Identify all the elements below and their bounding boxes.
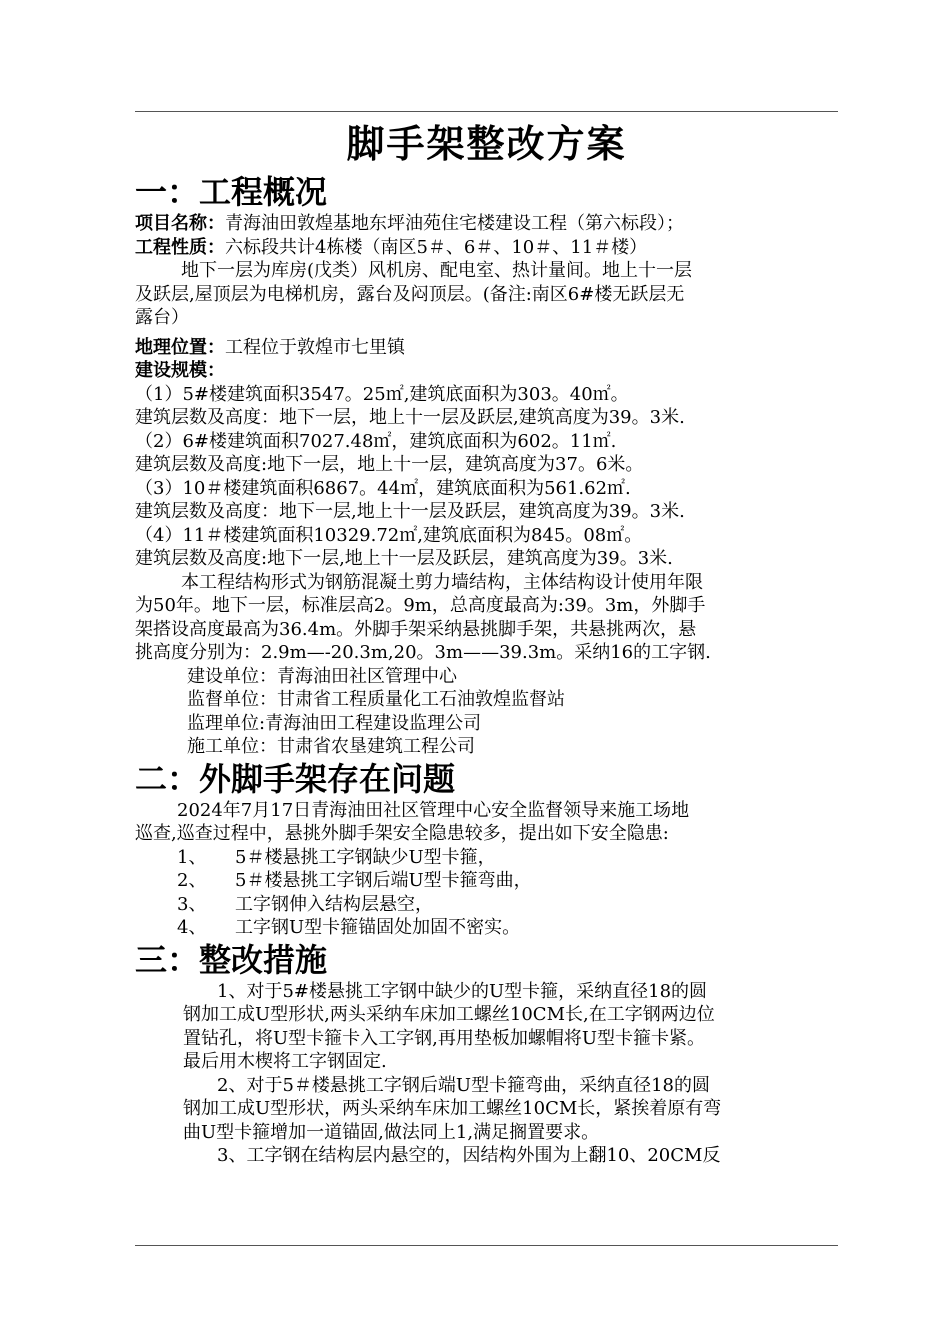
paragraph-line: 地下一层为库房(戊类）风机房、配电室、热计量间。地上十一层	[181, 260, 693, 281]
unit-line: 监理单位:青海油田工程建设监理公司	[187, 712, 482, 734]
section-heading-overview: 一：工程概况	[135, 173, 328, 211]
unit-line: 建设单位：青海油田社区管理中心	[187, 665, 457, 687]
project-nature-value: 六标段共计4栋楼（南区5＃、6＃、10＃、11＃楼）	[225, 236, 648, 258]
paragraph-line: 为50年。地下一层，标准层高2。9m，总高度最高为:39。3m，外脚手	[135, 595, 706, 616]
list-item-text: 5＃楼悬挑工字钢后端U型卡箍弯曲，	[235, 870, 532, 891]
scale-line: （2）6#楼建筑面积7027.48㎡，建筑底面积为602。11㎡.	[135, 430, 617, 452]
location-label: 地理位置：	[135, 336, 225, 358]
scale-line: 建筑层数及高度:地下一层,地上十一层及跃层，建筑高度为39。3米.	[135, 548, 673, 569]
unit-line: 施工单位：甘肃省农垦建筑工程公司	[187, 736, 475, 757]
list-item-number: 3、	[177, 893, 207, 915]
list-item	[135, 893, 838, 917]
document-page	[135, 112, 838, 1168]
scale-line: （1）5#楼建筑面积3547。25㎡,建筑底面积为303。40㎡。	[135, 383, 629, 405]
scale-line: （4）11＃楼建筑面积10329.72㎡,建筑底面积为845。08㎡。	[135, 524, 643, 546]
scale-label: 建设规模：	[135, 360, 225, 381]
list-item-number: 1、	[177, 846, 207, 868]
list-item	[135, 846, 838, 870]
project-name-label: 项目名称：	[135, 213, 225, 234]
scale-line: 建筑层数及高度：地下一层,地上十一层及跃层，建筑高度为39。3米.	[135, 501, 685, 522]
scale-line: 建筑层数及高度：地下一层，地上十一层及跃层,建筑高度为39。3米.	[135, 407, 685, 428]
list-item-text: 工字钢伸入结构层悬空，	[235, 893, 433, 915]
paragraph-line: 架搭设高度最高为36.4m。外脚手架采纳悬挑脚手架，共悬挑两次，悬	[135, 618, 697, 640]
measure-line: 钢加工成U型形状，两头采纳车床加工螺丝10CM长，紧挨着原有弯	[183, 1098, 722, 1119]
list-item-text: 工字钢U型卡箍锚固处加固不密实。	[235, 917, 521, 938]
measure-line: 3、工字钢在结构层内悬空的，因结构外围为上翻10、20CM反	[217, 1145, 721, 1166]
measure-line: 曲U型卡箍增加一道锚固,做法同上1,满足搁置要求。	[183, 1121, 600, 1143]
section-heading-problems: 二：外脚手架存在问题	[135, 759, 456, 798]
location-value: 工程位于敦煌市七里镇	[225, 336, 405, 358]
page-title: 脚手架整改方案	[346, 121, 627, 166]
footer-rule	[135, 1245, 838, 1246]
measure-line: 置钻孔，将U型卡箍卡入工字钢,再用垫板加螺帽将U型卡箍卡紧。	[183, 1027, 706, 1049]
measure-line: 钢加工成U型形状,两头采纳车床加工螺丝10CM长,在工字钢两边位	[183, 1004, 715, 1025]
section-heading-measures: 三：整改措施	[135, 940, 328, 979]
list-item	[135, 916, 838, 940]
list-item-text: 5＃楼悬挑工字钢缺少U型卡箍，	[235, 846, 496, 868]
scale-line: 建筑层数及高度:地下一层，地上十一层，建筑高度为37。6米。	[135, 454, 644, 475]
project-nature-label: 工程性质：	[135, 236, 225, 258]
list-item	[135, 869, 838, 893]
location-line	[135, 336, 838, 360]
measure-line: 最后用木楔将工字钢固定.	[183, 1051, 387, 1072]
paragraph-line: 本工程结构形式为钢筋混凝土剪力墙结构，主体结构设计使用年限	[181, 571, 703, 593]
paragraph-line: 2024年7月17日青海油田社区管理中心安全监督领导来施工场地	[177, 799, 690, 821]
paragraph-line: 挑高度分别为：2.9m—-20.3m,20。3m——39.3m。采纳16的工字钢.	[135, 642, 711, 663]
list-item-number: 4、	[177, 917, 207, 938]
scale-line: （3）10＃楼建筑面积6867。44㎡，建筑底面积为561.62㎡.	[135, 477, 631, 499]
list-item-number: 2、	[177, 870, 207, 891]
unit-line: 监督单位：甘肃省工程质量化工石油敦煌监督站	[187, 689, 565, 710]
project-nature-line	[135, 236, 838, 260]
paragraph-line: 露台）	[135, 307, 189, 328]
project-name-line	[135, 212, 838, 236]
paragraph-line: 巡查,巡查过程中，悬挑外脚手架安全隐患较多，提出如下安全隐患:	[135, 823, 669, 844]
measure-line: 1、对于5#楼悬挑工字钢中缺少的U型卡箍，采纳直径18的圆	[217, 980, 708, 1002]
measure-line: 2、对于5＃楼悬挑工字钢后端U型卡箍弯曲，采纳直径18的圆	[217, 1074, 710, 1096]
paragraph-line: 及跃层,屋顶层为电梯机房，露台及闷顶层。(备注:南区6#楼无跃层无	[135, 283, 685, 305]
project-name-value: 青海油田敦煌基地东坪油苑住宅楼建设工程（第六标段）；	[225, 213, 684, 234]
